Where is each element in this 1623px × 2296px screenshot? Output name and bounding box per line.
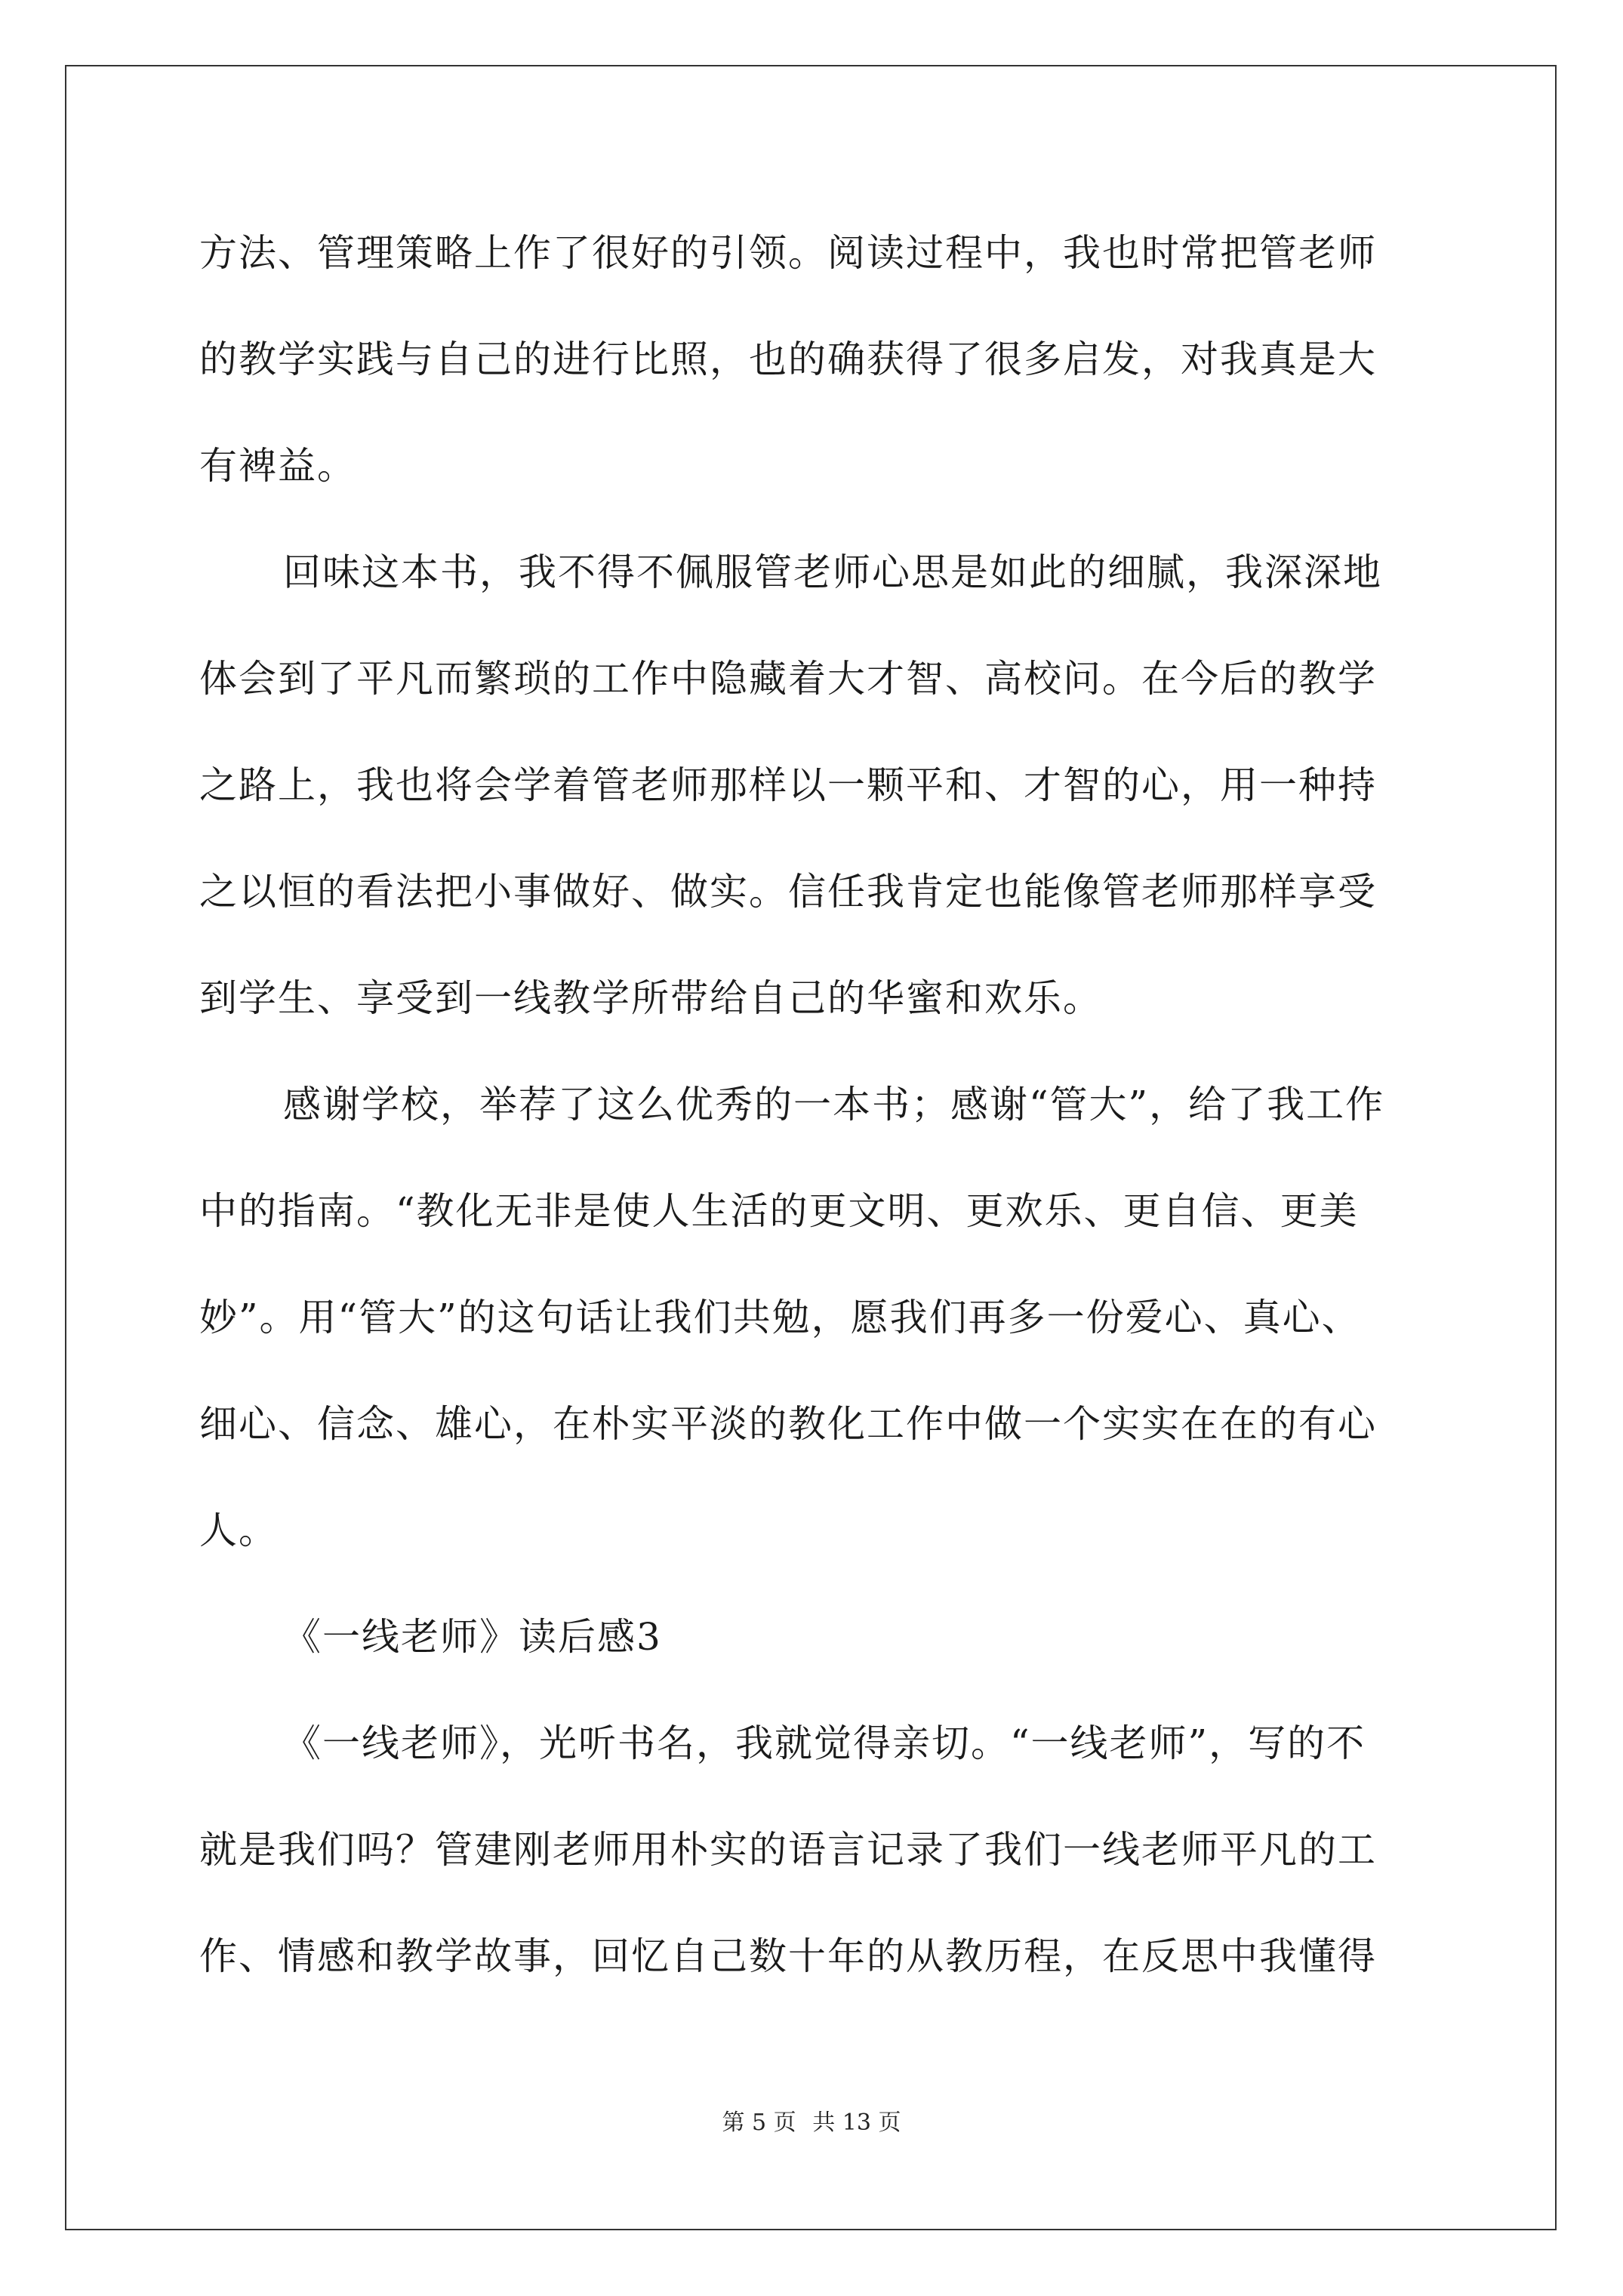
text-line: 之路上，我也将会学着管老师那样以一颗平和、才智的心，用一种持 xyxy=(199,763,1377,807)
page-border xyxy=(65,65,1557,2230)
text-line: 之以恒的看法把小事做好、做实。信任我肯定也能像管老师那样享受 xyxy=(199,870,1377,914)
text-line: 方法、管理策略上作了很好的引领。阅读过程中，我也时常把管老师 xyxy=(199,231,1377,275)
text-line: 有裨益。 xyxy=(199,444,356,488)
text-line: 妙”。用“管大”的这句话让我们共勉，愿我们再多一份爱心、真心、 xyxy=(199,1296,1361,1339)
paragraph-start-line: 感谢学校，举荐了这么优秀的一本书；感谢“管大”，给了我工作 xyxy=(283,1083,1385,1126)
text-line: 体会到了平凡而繁琐的工作中隐藏着大才智、高校问。在今后的教学 xyxy=(199,657,1377,701)
text-line: 的教学实践与自己的进行比照，也的确获得了很多启发，对我真是大 xyxy=(199,337,1377,381)
text-line: 到学生、享受到一线教学所带给自己的华蜜和欢乐。 xyxy=(199,976,1102,1020)
paragraph-start-line: 回味这本书，我不得不佩服管老师心思是如此的细腻，我深深地 xyxy=(283,550,1382,594)
text-line: 细心、信念、雄心，在朴实平淡的教化工作中做一个实实在在的有心 xyxy=(199,1402,1377,1446)
text-line: 中的指南。“教化无非是使人生活的更文明、更欢乐、更自信、更美 xyxy=(199,1189,1359,1233)
page-number: 第 5 页 xyxy=(722,2110,796,2136)
paragraph-start-line: 《一线老师》，光听书名，我就觉得亲切。“一线老师”，写的不 xyxy=(283,1721,1366,1765)
text-line: 人。 xyxy=(199,1509,278,1552)
page-footer xyxy=(0,2108,1623,2138)
section-heading: 《一线老师》读后感3 xyxy=(283,1615,662,1659)
text-line: 就是我们吗？管建刚老师用朴实的语言记录了我们一线老师平凡的工 xyxy=(199,1828,1377,1872)
page-total: 共 13 页 xyxy=(812,2110,901,2136)
text-line: 作、情感和教学故事，回忆自己数十年的从教历程，在反思中我懂得 xyxy=(199,1934,1377,1978)
